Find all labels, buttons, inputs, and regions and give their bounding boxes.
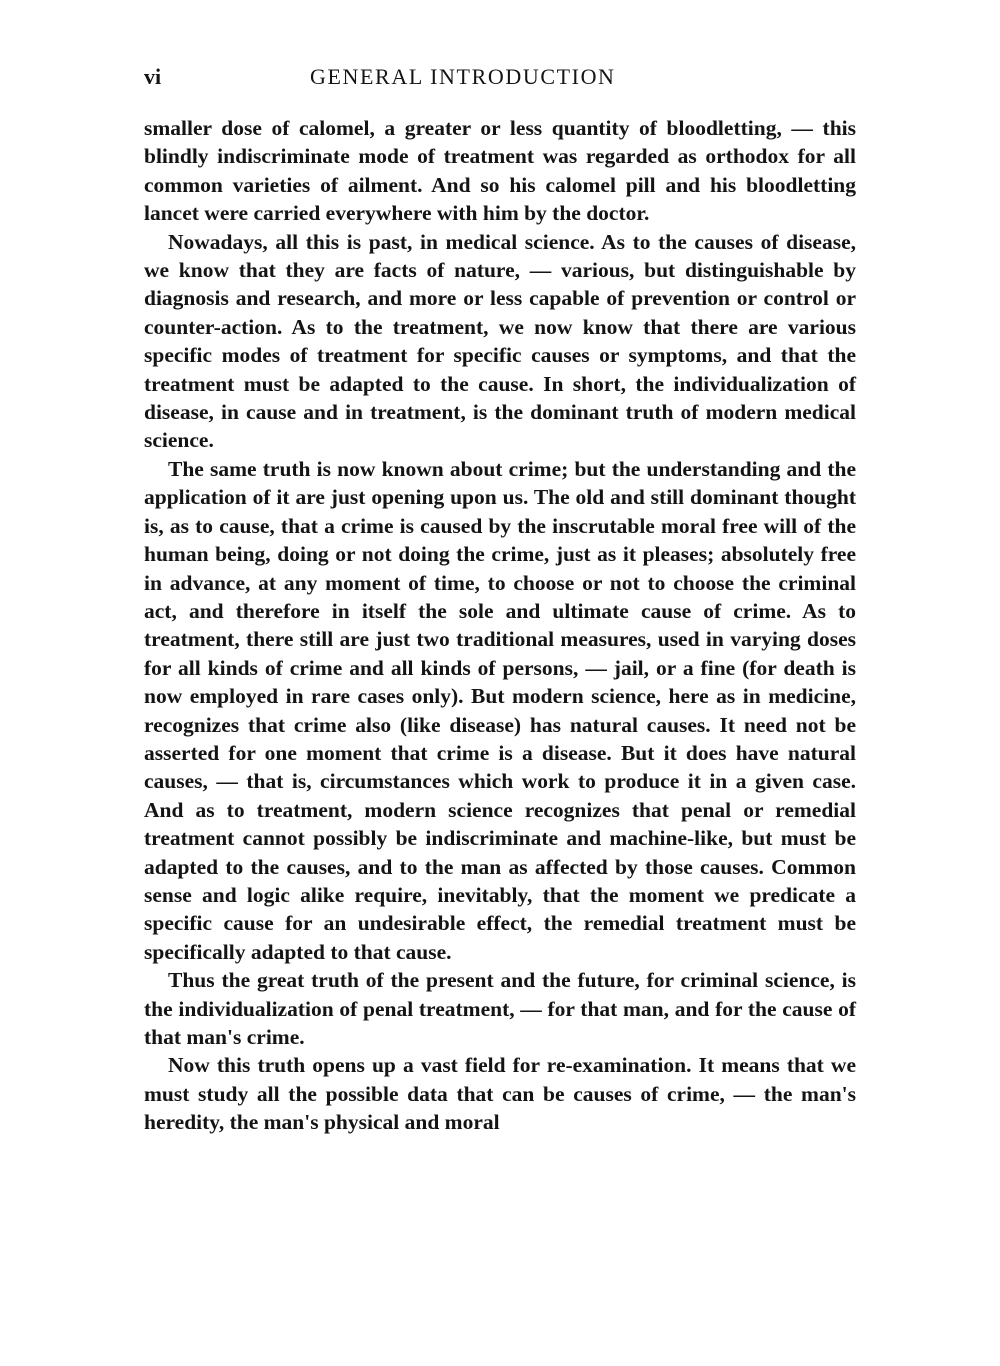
book-page <box>144 64 856 1137</box>
paragraph-re-examination: Now this truth opens up a vast field for re-examination. It means that we must study all the possible data that can be causes of crime, — the man's heredity, the man's physical and moral <box>144 1053 856 1135</box>
page-number: vi <box>144 64 162 89</box>
paragraph-medical-science: Nowadays, all this is past, in medical science. As to the causes of disease, we know that they are facts of nature, — various, but distinguishable by diagnosis and research, and more or less capable of prevention or control or counter-action. As to the treatment, we now know that there are various specific modes of treatment for specific causes or symptoms, and that the treatment must be adapted to the cause. In short, the individualization of disease, in cause and in treatment, is the dominant truth of modern medical science. <box>144 229 856 453</box>
body-text <box>144 114 856 1137</box>
running-head <box>144 64 856 98</box>
paragraph-continuation: smaller dose of calomel, a greater or less quantity of bloodletting, — this blindly indiscriminate mode of treatment was regarded as orthodox for all common varieties of ailment. And so his calomel pill and his bloodletting lancet were carried everywhere with him by the doctor. <box>144 116 856 226</box>
paragraph-crime-causes: The same truth is now known about crime; but the understanding and the application of it are just opening upon us. The old and still dominant thought is, as to cause, that a crime is caused by the inscrutable moral free will of the human being, doing or not doing the crime, just as it pleases; absolutely free in advance, at any moment of time, to choose or not to choose the criminal act, and therefore in itself the sole and ultimate cause of crime. As to treatment, there still are just two traditional measures, used in varying doses for all kinds of crime and all kinds of persons, — jail, or a fine (for death is now employed in rare cases only). But modern science, here as in medicine, recognizes that crime also (like disease) has natural causes. It need not be asserted for one moment that crime is a disease. But it does have natural causes, — that is, circumstances which work to produce it in a given case. And as to treatment, modern science recognizes that penal or remedial treatment cannot possibly be indiscriminate and machine-like, but must be adapted to the causes, and to the man as affected by those causes. Common sense and logic alike require, inevitably, that the moment we predicate a specific cause for an undesirable effect, the remedial treatment must be specifically adapted to that cause. <box>144 456 856 964</box>
paragraph-individualization: Thus the great truth of the present and the future, for criminal science, is the individualization of penal treatment, — for that man, and for the cause of that man's crime. <box>144 968 856 1049</box>
running-title: GENERAL INTRODUCTION <box>310 64 616 89</box>
